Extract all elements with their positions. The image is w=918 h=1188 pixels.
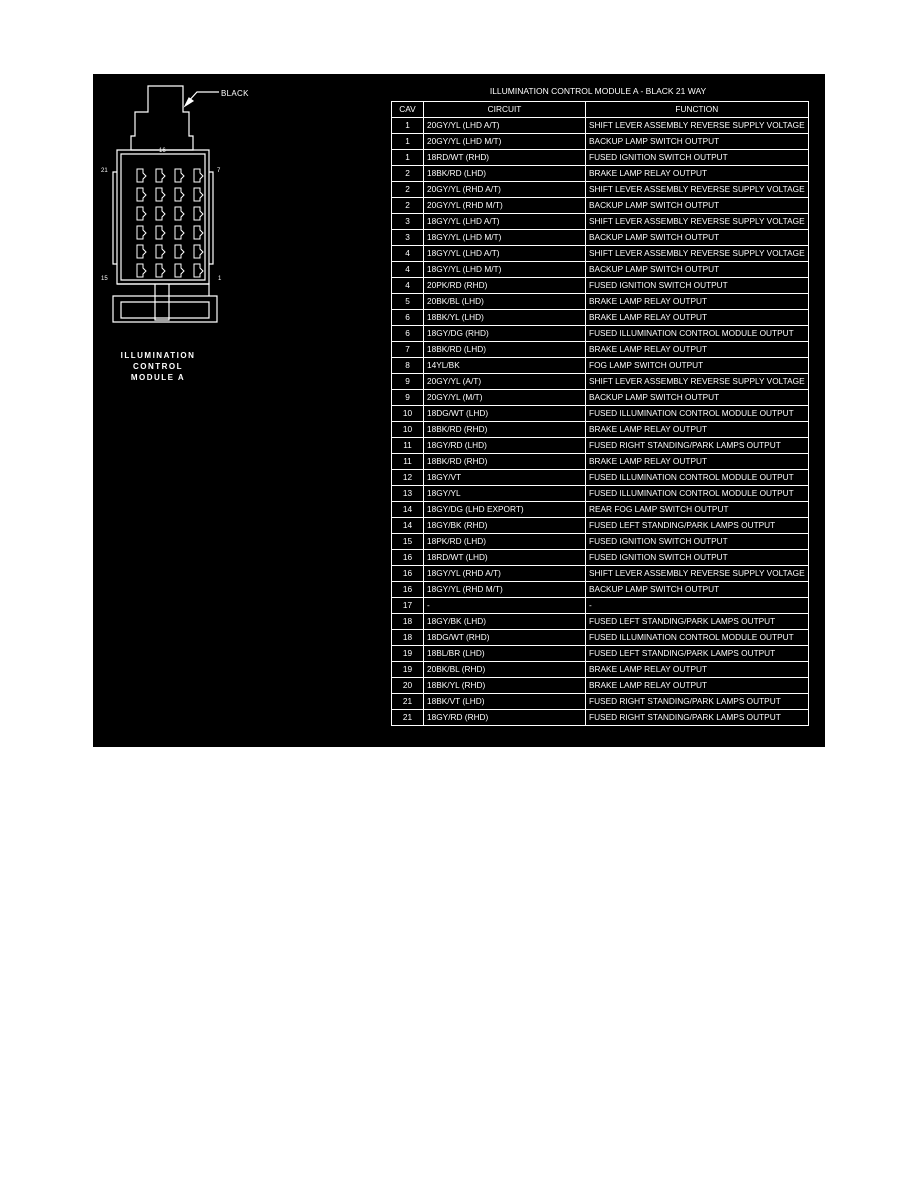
pin-cavity	[137, 188, 146, 201]
function-cell: BRAKE LAMP RELAY OUTPUT	[586, 422, 809, 438]
table-row	[392, 518, 809, 534]
circuit-cell: 18BK/VT (LHD)	[424, 694, 586, 710]
function-cell: BRAKE LAMP RELAY OUTPUT	[586, 662, 809, 678]
circuit-cell: 18GY/DG (RHD)	[424, 326, 586, 342]
function-cell: FUSED RIGHT STANDING/PARK LAMPS OUTPUT	[586, 710, 809, 726]
pin-number-label: 21	[101, 168, 108, 174]
pin-cavity	[137, 245, 146, 258]
cav-cell: 2	[392, 166, 424, 182]
pin-cavity	[194, 264, 203, 277]
cav-cell: 1	[392, 118, 424, 134]
table-row	[392, 630, 809, 646]
circuit-cell: 14YL/BK	[424, 358, 586, 374]
pin-cavity	[156, 245, 165, 258]
table-row	[392, 550, 809, 566]
circuit-cell: 18GY/YL (RHD M/T)	[424, 582, 586, 598]
table-row	[392, 198, 809, 214]
circuit-cell: 20GY/YL (LHD M/T)	[424, 134, 586, 150]
connector-name	[113, 350, 203, 383]
circuit-cell: 18BK/YL (LHD)	[424, 310, 586, 326]
circuit-cell: 18BL/BR (LHD)	[424, 646, 586, 662]
cav-cell: 9	[392, 390, 424, 406]
connector-name-line: CONTROL	[132, 362, 184, 371]
pin-cavity	[137, 169, 146, 182]
cav-cell: 4	[392, 262, 424, 278]
cav-cell: 6	[392, 310, 424, 326]
circuit-cell: 18GY/DG (LHD EXPORT)	[424, 502, 586, 518]
cav-cell: 7	[392, 342, 424, 358]
function-cell: BRAKE LAMP RELAY OUTPUT	[586, 310, 809, 326]
function-cell: FUSED ILLUMINATION CONTROL MODULE OUTPUT	[586, 406, 809, 422]
pin-cavity	[194, 245, 203, 258]
pin-cavity	[175, 169, 184, 182]
table-row	[392, 342, 809, 358]
function-cell: SHIFT LEVER ASSEMBLY REVERSE SUPPLY VOLTAGE	[586, 566, 809, 582]
cav-cell: 20	[392, 678, 424, 694]
cav-cell: 14	[392, 502, 424, 518]
function-cell: SHIFT LEVER ASSEMBLY REVERSE SUPPLY VOLTAGE	[586, 246, 809, 262]
pin-number-label: 15	[101, 276, 108, 282]
connector-name-line: ILLUMINATION	[120, 351, 196, 360]
table-row	[392, 598, 809, 614]
circuit-cell: 18GY/VT	[424, 470, 586, 486]
pin-cavity	[175, 226, 184, 239]
pin-cavity	[175, 188, 184, 201]
circuit-cell: 18GY/YL (LHD M/T)	[424, 230, 586, 246]
circuit-cell: 18BK/RD (RHD)	[424, 422, 586, 438]
function-cell: SHIFT LEVER ASSEMBLY REVERSE SUPPLY VOLTAGE	[586, 182, 809, 198]
pin-cavity	[175, 264, 184, 277]
pin-cavity	[175, 207, 184, 220]
function-cell: FOG LAMP SWITCH OUTPUT	[586, 358, 809, 374]
cav-cell: 18	[392, 614, 424, 630]
function-cell: FUSED IGNITION SWITCH OUTPUT	[586, 278, 809, 294]
table-row	[392, 422, 809, 438]
function-cell: SHIFT LEVER ASSEMBLY REVERSE SUPPLY VOLTAGE	[586, 374, 809, 390]
table-row	[392, 262, 809, 278]
pin-cavity	[137, 226, 146, 239]
circuit-cell: 18GY/BK (RHD)	[424, 518, 586, 534]
pinout-table	[391, 101, 809, 726]
function-cell: FUSED ILLUMINATION CONTROL MODULE OUTPUT	[586, 630, 809, 646]
circuit-cell: 18PK/RD (LHD)	[424, 534, 586, 550]
table-row	[392, 438, 809, 454]
cav-cell: 21	[392, 694, 424, 710]
function-cell: BRAKE LAMP RELAY OUTPUT	[586, 166, 809, 182]
pin-cavity	[175, 245, 184, 258]
function-cell: FUSED RIGHT STANDING/PARK LAMPS OUTPUT	[586, 438, 809, 454]
table-row	[392, 614, 809, 630]
cav-cell: 9	[392, 374, 424, 390]
wiring-diagram-panel	[93, 74, 825, 747]
table-title: ILLUMINATION CONTROL MODULE A - BLACK 21 WAY	[489, 86, 707, 96]
circuit-cell: 20BK/BL (LHD)	[424, 294, 586, 310]
circuit-cell: 18GY/YL (RHD A/T)	[424, 566, 586, 582]
pin-cavity	[156, 188, 165, 201]
function-cell: REAR FOG LAMP SWITCH OUTPUT	[586, 502, 809, 518]
function-cell: FUSED ILLUMINATION CONTROL MODULE OUTPUT	[586, 470, 809, 486]
cav-cell: 16	[392, 550, 424, 566]
circuit-cell: 18GY/RD (RHD)	[424, 710, 586, 726]
circuit-cell: 18RD/WT (RHD)	[424, 150, 586, 166]
circuit-cell: 18DG/WT (RHD)	[424, 630, 586, 646]
function-cell: FUSED LEFT STANDING/PARK LAMPS OUTPUT	[586, 614, 809, 630]
function-cell: BACKUP LAMP SWITCH OUTPUT	[586, 230, 809, 246]
cav-cell: 4	[392, 246, 424, 262]
circuit-cell: 20GY/YL (RHD M/T)	[424, 198, 586, 214]
cav-cell: 2	[392, 182, 424, 198]
circuit-cell: 18GY/YL (LHD M/T)	[424, 262, 586, 278]
cav-cell: 14	[392, 518, 424, 534]
function-cell: FUSED IGNITION SWITCH OUTPUT	[586, 550, 809, 566]
function-cell: BACKUP LAMP SWITCH OUTPUT	[586, 262, 809, 278]
function-cell: BACKUP LAMP SWITCH OUTPUT	[586, 390, 809, 406]
connector-color-label: BLACK	[221, 89, 249, 98]
cav-cell: 11	[392, 438, 424, 454]
header-circuit: CIRCUIT	[424, 102, 586, 118]
table-row	[392, 166, 809, 182]
circuit-cell: -	[424, 598, 586, 614]
circuit-cell: 18GY/YL (LHD A/T)	[424, 246, 586, 262]
pin-cavity	[194, 188, 203, 201]
cav-cell: 19	[392, 662, 424, 678]
pin-cavity	[194, 169, 203, 182]
table-row	[392, 310, 809, 326]
cav-cell: 18	[392, 630, 424, 646]
pin-cavity	[156, 169, 165, 182]
circuit-cell: 18GY/BK (LHD)	[424, 614, 586, 630]
function-cell: FUSED LEFT STANDING/PARK LAMPS OUTPUT	[586, 646, 809, 662]
cav-cell: 4	[392, 278, 424, 294]
circuit-cell: 18BK/RD (RHD)	[424, 454, 586, 470]
pin-cavity	[156, 264, 165, 277]
table-row	[392, 646, 809, 662]
table-row	[392, 294, 809, 310]
cav-cell: 6	[392, 326, 424, 342]
pin-number-label: 16	[159, 148, 166, 154]
cav-cell: 17	[392, 598, 424, 614]
function-cell: SHIFT LEVER ASSEMBLY REVERSE SUPPLY VOLTAGE	[586, 118, 809, 134]
table-row	[392, 326, 809, 342]
cav-cell: 10	[392, 422, 424, 438]
table-row	[392, 678, 809, 694]
pin-cavity	[194, 207, 203, 220]
function-cell: -	[586, 598, 809, 614]
table-row	[392, 454, 809, 470]
function-cell: BRAKE LAMP RELAY OUTPUT	[586, 294, 809, 310]
table-row	[392, 278, 809, 294]
cav-cell: 2	[392, 198, 424, 214]
circuit-cell: 20GY/YL (A/T)	[424, 374, 586, 390]
pin-cavity	[137, 207, 146, 220]
function-cell: BACKUP LAMP SWITCH OUTPUT	[586, 198, 809, 214]
table-row	[392, 150, 809, 166]
header-cav: CAV	[392, 102, 424, 118]
circuit-cell: 18DG/WT (LHD)	[424, 406, 586, 422]
function-cell: FUSED RIGHT STANDING/PARK LAMPS OUTPUT	[586, 694, 809, 710]
table-row	[392, 486, 809, 502]
circuit-cell: 18BK/YL (RHD)	[424, 678, 586, 694]
pin-cavity	[156, 226, 165, 239]
circuit-cell: 18GY/YL	[424, 486, 586, 502]
table-row	[392, 694, 809, 710]
cav-cell: 21	[392, 710, 424, 726]
table-row	[392, 502, 809, 518]
table-row	[392, 390, 809, 406]
table-row	[392, 582, 809, 598]
cav-cell: 1	[392, 134, 424, 150]
function-cell: BACKUP LAMP SWITCH OUTPUT	[586, 134, 809, 150]
circuit-cell: 20GY/YL (LHD A/T)	[424, 118, 586, 134]
header-function: FUNCTION	[586, 102, 809, 118]
table-row	[392, 374, 809, 390]
table-row	[392, 406, 809, 422]
function-cell: BRAKE LAMP RELAY OUTPUT	[586, 678, 809, 694]
pin-number-label: 1	[218, 276, 222, 282]
cav-cell: 8	[392, 358, 424, 374]
circuit-cell: 20GY/YL (RHD A/T)	[424, 182, 586, 198]
circuit-cell: 20GY/YL (M/T)	[424, 390, 586, 406]
circuit-cell: 20BK/BL (RHD)	[424, 662, 586, 678]
function-cell: BRAKE LAMP RELAY OUTPUT	[586, 342, 809, 358]
cav-cell: 10	[392, 406, 424, 422]
function-cell: FUSED ILLUMINATION CONTROL MODULE OUTPUT	[586, 486, 809, 502]
function-cell: FUSED LEFT STANDING/PARK LAMPS OUTPUT	[586, 518, 809, 534]
table-row	[392, 134, 809, 150]
cav-cell: 11	[392, 454, 424, 470]
table-row	[392, 230, 809, 246]
cav-cell: 16	[392, 582, 424, 598]
circuit-cell: 20PK/RD (RHD)	[424, 278, 586, 294]
connector-name-line: MODULE A	[130, 373, 186, 382]
pin-cavity	[194, 226, 203, 239]
function-cell: BACKUP LAMP SWITCH OUTPUT	[586, 582, 809, 598]
pin-cavity	[156, 207, 165, 220]
table-row	[392, 710, 809, 726]
cav-cell: 19	[392, 646, 424, 662]
table-row	[392, 182, 809, 198]
circuit-cell: 18BK/RD (LHD)	[424, 342, 586, 358]
cav-cell: 13	[392, 486, 424, 502]
table-header-row	[392, 102, 809, 118]
table-row	[392, 246, 809, 262]
function-cell: FUSED ILLUMINATION CONTROL MODULE OUTPUT	[586, 326, 809, 342]
cav-cell: 12	[392, 470, 424, 486]
cav-cell: 16	[392, 566, 424, 582]
circuit-cell: 18GY/RD (LHD)	[424, 438, 586, 454]
pin-number-label: 7	[217, 168, 221, 174]
table-row	[392, 470, 809, 486]
circuit-cell: 18BK/RD (LHD)	[424, 166, 586, 182]
cav-cell: 5	[392, 294, 424, 310]
table-row	[392, 662, 809, 678]
circuit-cell: 18GY/YL (LHD A/T)	[424, 214, 586, 230]
pin-cavity	[137, 264, 146, 277]
table-row	[392, 534, 809, 550]
function-cell: FUSED IGNITION SWITCH OUTPUT	[586, 534, 809, 550]
cav-cell: 3	[392, 230, 424, 246]
cav-cell: 1	[392, 150, 424, 166]
cav-cell: 3	[392, 214, 424, 230]
function-cell: BRAKE LAMP RELAY OUTPUT	[586, 454, 809, 470]
table-row	[392, 566, 809, 582]
function-cell: FUSED IGNITION SWITCH OUTPUT	[586, 150, 809, 166]
function-cell: SHIFT LEVER ASSEMBLY REVERSE SUPPLY VOLTAGE	[586, 214, 809, 230]
cav-cell: 15	[392, 534, 424, 550]
table-row	[392, 214, 809, 230]
table-row	[392, 358, 809, 374]
circuit-cell: 18RD/WT (LHD)	[424, 550, 586, 566]
table-row	[392, 118, 809, 134]
